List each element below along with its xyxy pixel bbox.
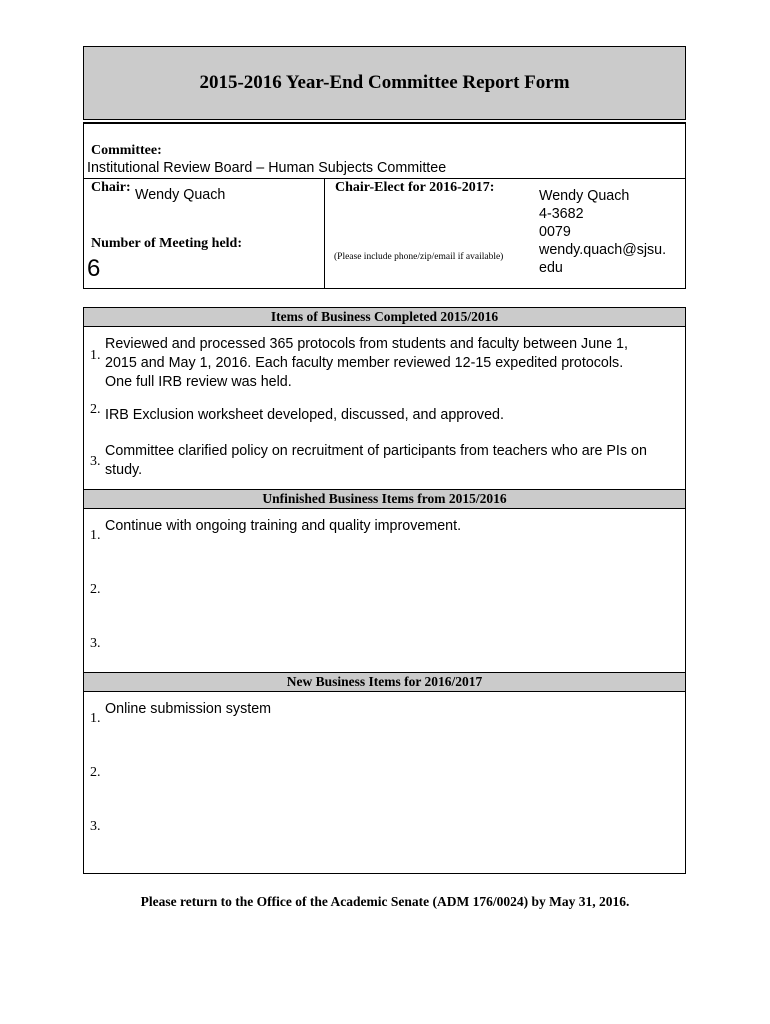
chair-elect-phone: 4-3682	[539, 206, 584, 222]
completed-item-3-line: study.	[105, 462, 143, 478]
completed-item-1-line: One full IRB review was held.	[105, 374, 292, 390]
form-title-bar	[83, 46, 686, 120]
new-items-section	[83, 673, 686, 874]
unfinished-item-2-number: 2.	[90, 582, 101, 597]
chair-label: Chair:	[91, 180, 131, 195]
chair-elect-email: wendy.quach@sjsu.	[539, 242, 667, 258]
divider	[84, 178, 685, 179]
meetings-value: 6	[87, 255, 101, 282]
completed-item-3	[105, 442, 647, 480]
committee-label: Committee:	[91, 143, 162, 158]
completed-item-1-line: 2015 and May 1, 2016. Each faculty member reviewed 12-15 expedited protocols.	[105, 355, 624, 371]
unfinished-header: Unfinished Business Items from 2015/2016	[84, 490, 685, 509]
meetings-label: Number of Meeting held:	[91, 236, 242, 251]
chair-elect-name: Wendy Quach	[539, 188, 630, 204]
new-item-1-number: 1.	[90, 711, 101, 726]
completed-item-2-number: 2.	[90, 402, 101, 417]
chair-value: Wendy Quach	[135, 187, 226, 203]
chair-elect-label: Chair-Elect for 2016-2017:	[335, 180, 495, 195]
chair-elect-zip: 0079	[539, 224, 571, 240]
completed-item-3-line: Committee clarified policy on recruitment of participants from teachers who are PIs on	[105, 443, 647, 459]
completed-section	[83, 307, 686, 490]
unfinished-item-1-number: 1.	[90, 528, 101, 543]
chair-elect-note: (Please include phone/zip/email if available)	[334, 252, 504, 262]
new-item-1: Online submission system	[105, 701, 272, 717]
unfinished-item-1: Continue with ongoing training and quality improvement.	[105, 518, 462, 534]
new-items-header: New Business Items for 2016/2017	[84, 673, 685, 692]
new-item-3-number: 3.	[90, 819, 101, 834]
completed-item-1-line: Reviewed and processed 365 protocols from students and faculty between June 1,	[105, 336, 628, 352]
unfinished-section	[83, 490, 686, 673]
completed-item-2	[105, 406, 504, 425]
committee-value: Institutional Review Board – Human Subjects Committee	[87, 160, 447, 176]
new-item-2-number: 2.	[90, 765, 101, 780]
completed-item-1	[105, 335, 628, 392]
completed-item-2-line: IRB Exclusion worksheet developed, discussed, and approved.	[105, 407, 504, 423]
return-instructions: Please return to the Office of the Academic Senate (ADM 176/0024) by May 31, 2016.	[140, 894, 630, 909]
chair-elect-email-cont: edu	[539, 260, 563, 276]
completed-item-3-number: 3.	[90, 454, 101, 469]
completed-header: Items of Business Completed 2015/2016	[84, 308, 685, 327]
unfinished-item-3-number: 3.	[90, 636, 101, 651]
committee-info-block	[83, 122, 686, 289]
chair-elect-contact	[539, 187, 666, 277]
form-title: 2015-2016 Year-End Committee Report Form	[199, 72, 570, 93]
completed-item-1-number: 1.	[90, 348, 101, 363]
divider	[324, 178, 325, 288]
